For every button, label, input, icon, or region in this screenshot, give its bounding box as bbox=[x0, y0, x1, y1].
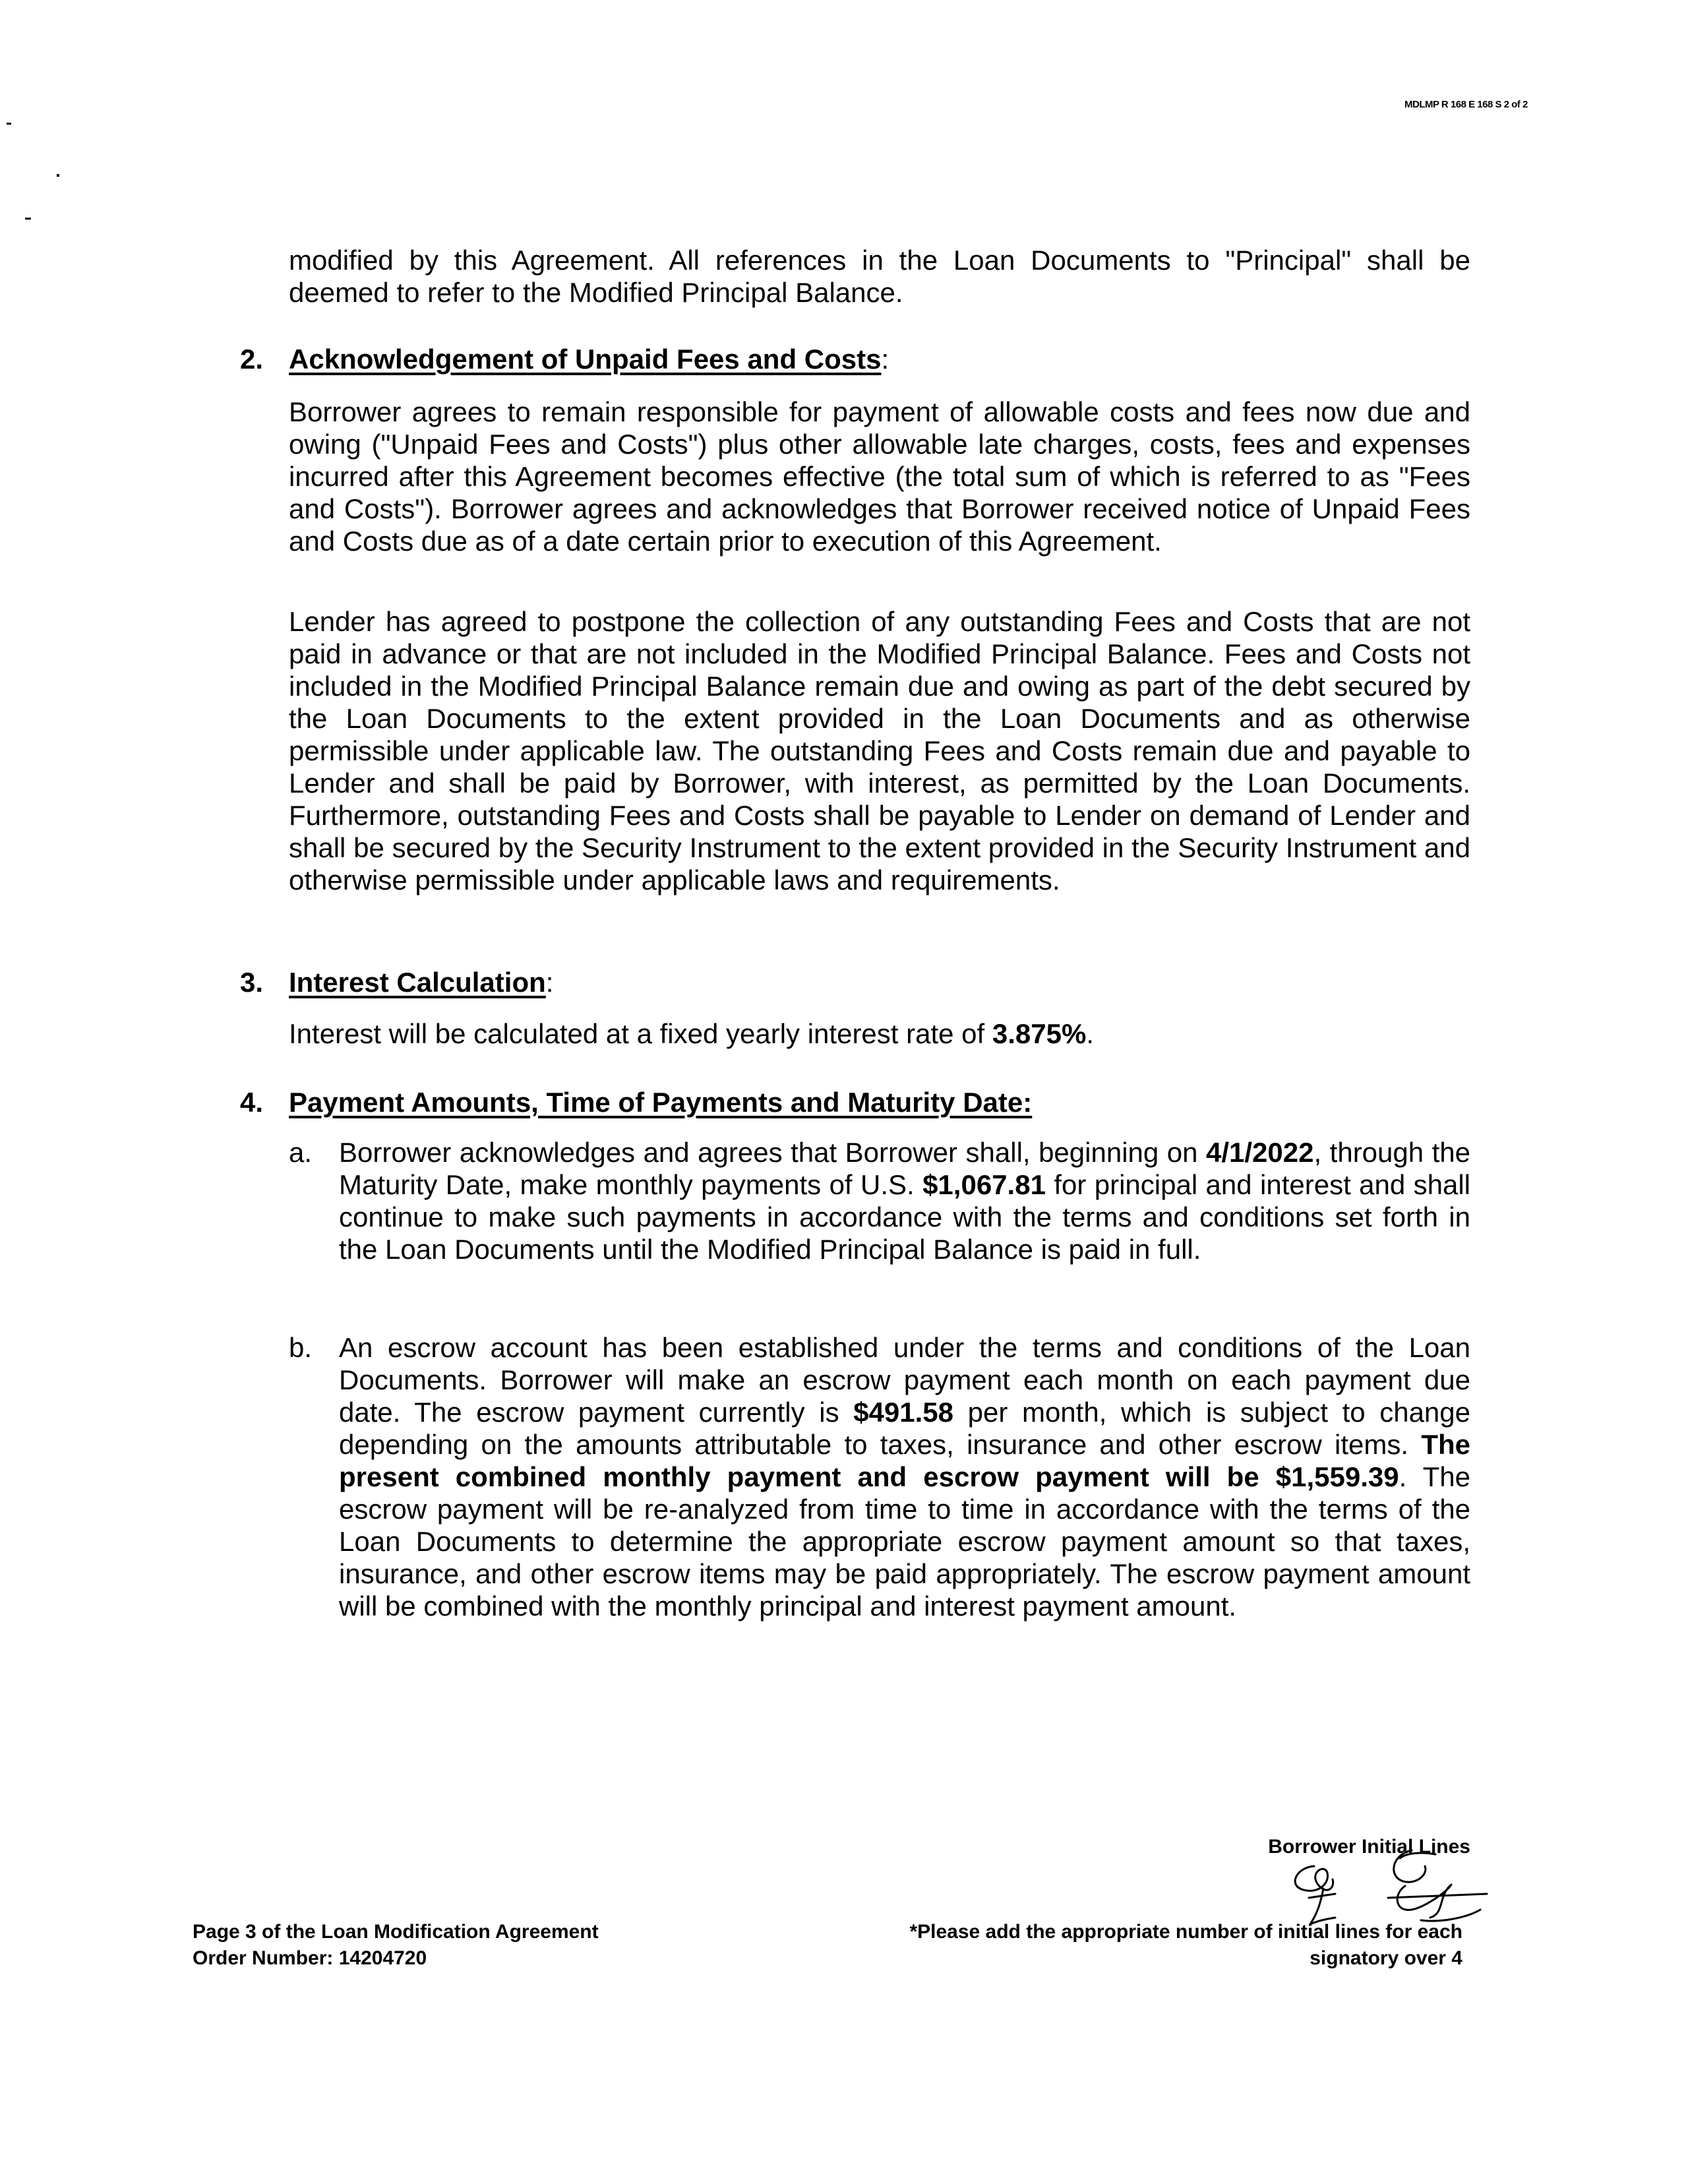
initial-stroke bbox=[1295, 1866, 1333, 1891]
item-a-text-3: for principal and interest and shall continue to make such payments in accordance with the terms and conditions set forth in the Loan Documents until the Modified Principal Balance is paid in full. bbox=[339, 1169, 1470, 1265]
section-number: 2. bbox=[240, 344, 264, 375]
section-title: Acknowledgement of Unpaid Fees and Costs bbox=[289, 344, 882, 375]
page-label: Page 3 of the Loan Modification Agreement bbox=[193, 1921, 599, 1943]
section-number: 4. bbox=[240, 1087, 264, 1118]
interest-text-end: . bbox=[1086, 1018, 1094, 1049]
interest-text-lead: Interest will be calculated at a fixed yearly interest rate of bbox=[289, 1018, 992, 1049]
note-line-2: signatory over 4 bbox=[1310, 1947, 1462, 1969]
item-text bbox=[339, 1331, 1470, 1622]
monthly-payment-amount: $1,067.81 bbox=[922, 1169, 1046, 1200]
section-title: Interest Calculation bbox=[289, 967, 546, 998]
interest-rate-value: 3.875% bbox=[992, 1018, 1087, 1049]
footer-document-info bbox=[193, 1919, 599, 1972]
item-b-text-2: per month, which is subject to change depending on the amounts attributable to taxes, insurance and other escrow items. bbox=[339, 1397, 1471, 1460]
payment-item-b bbox=[289, 1331, 1470, 1622]
section-2-paragraph-1: Borrower agrees to remain responsible for payment of allowable costs and fees now due and owing ("Unpaid Fees and Costs") plus other allowable late charges, costs, fees and expenses incurred after this Agreement becomes effective (the total sum of which is referred to as "Fees and Costs"). Borrower agrees and acknowledges that Borrower received notice of Unpaid Fees and Costs due as of a date certain prior to execution of this Agreement. bbox=[289, 396, 1470, 557]
section-2-paragraph-2: Lender has agreed to postpone the collection of any outstanding Fees and Costs that are not paid in advance or that are not included in the Modified Principal Balance. Fees and Costs not included in the Modified Principal Balance remain due and owing as part of the debt secured by the Loan Documents to the extent provided in the Loan Documents and as otherwise permissible under applicable law. The outstanding Fees and Costs remain due and payable to Lender and shall be paid by Borrower, with interest, as permitted by the Loan Documents. Furthermore, outstanding Fees and Costs shall be payable to Lender on demand of Lender and shall be secured by the Security Instrument to the extent provided in the Security Instrument and otherwise permissible under applicable laws and requirements. bbox=[289, 606, 1470, 895]
intro-paragraph: modified by this Agreement. All references in the Loan Documents to "Principal" shall be deemed to refer to the Modified Principal Balance. bbox=[289, 245, 1470, 308]
payment-start-date: 4/1/2022 bbox=[1205, 1137, 1314, 1168]
item-a-text-1: Borrower acknowledges and agrees that Borrower shall, beginning on bbox=[339, 1137, 1206, 1168]
item-b-text-3: . The escrow payment will be re-analyzed from time to time in accordance with the terms of the Loan Documents to determine the appropriate escrow payment amount so that taxes, insurance, and other escrow items may be paid appropriately. The escrow payment amount will be combined with the monthly principal and interest payment amount. bbox=[339, 1461, 1471, 1622]
borrower-initials-label: Borrower Initial Lines bbox=[1268, 1836, 1470, 1858]
section-4-heading bbox=[240, 1086, 1466, 1118]
interest-rate-text bbox=[289, 1017, 1470, 1050]
section-title: Payment Amounts, Time of Payments and Maturity Date: bbox=[289, 1087, 1033, 1118]
initial-stroke bbox=[1400, 1853, 1435, 1858]
section-colon: : bbox=[545, 967, 554, 998]
escrow-payment-amount: $491.58 bbox=[853, 1397, 954, 1428]
item-letter: a. bbox=[289, 1137, 313, 1168]
item-text bbox=[339, 1136, 1470, 1265]
note-line-1: *Please add the appropriate number of initial lines for each bbox=[909, 1921, 1462, 1943]
order-number: Order Number: 14204720 bbox=[193, 1947, 427, 1969]
footer-initial-note bbox=[857, 1919, 1462, 1972]
item-b-text-1: An escrow account has been established under the terms and conditions of the Loan Documents. Borrower will make an escrow payment each month on each payment due date. The escrow payment currently is bbox=[339, 1332, 1470, 1428]
item-a-text-2: , through the Maturity Date, make monthly payments of U.S. bbox=[339, 1137, 1471, 1200]
margin-mark bbox=[7, 123, 11, 125]
page-code: MDLMP R 168 E 168 S 2 of 2 bbox=[1404, 99, 1528, 110]
margin-mark bbox=[57, 174, 59, 177]
section-2-heading bbox=[240, 343, 1466, 375]
section-3-heading bbox=[240, 966, 1466, 998]
item-letter: b. bbox=[289, 1332, 313, 1363]
margin-mark bbox=[25, 218, 31, 220]
payment-item-a bbox=[289, 1136, 1470, 1265]
combined-payment-statement: The present combined monthly payment and escrow payment will be $1,559.39 bbox=[339, 1429, 1470, 1492]
section-number: 3. bbox=[240, 967, 264, 998]
section-colon: : bbox=[881, 344, 889, 375]
initial-stroke bbox=[1388, 1885, 1487, 1921]
